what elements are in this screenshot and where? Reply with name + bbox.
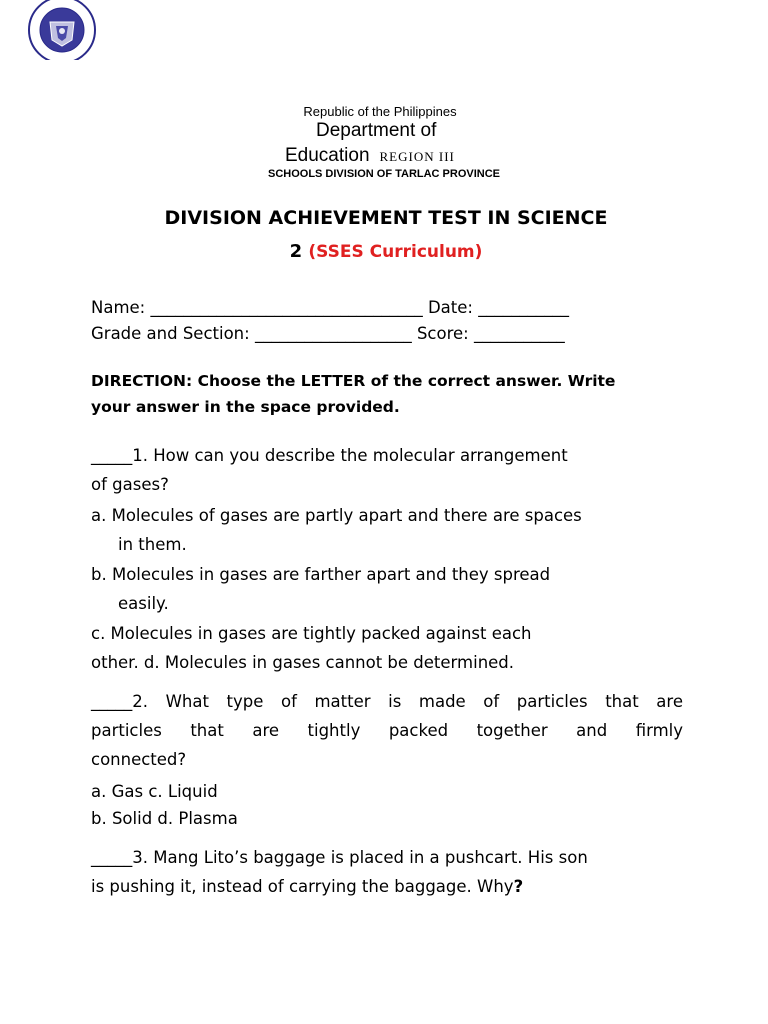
question-1-option-c: c. Molecules in gases are tightly packed against each <box>91 624 532 643</box>
question-3-text: is pushing it, instead of carrying the baggage. Why <box>91 877 514 896</box>
question-3-line-1: _____3. Mang Lito’s baggage is placed in a pushcart. His son <box>91 848 588 867</box>
question-1-option-b-cont: easily. <box>118 594 169 613</box>
department-line-2 <box>285 145 455 167</box>
department-education: Education <box>285 145 370 166</box>
department-line-1: Department of <box>316 120 437 141</box>
curriculum-label: (SSES Curriculum) <box>308 242 483 262</box>
question-1-option-a: a. Molecules of gases are partly apart and there are spaces <box>91 506 582 525</box>
question-2-line-2: particles that are tightly packed together and firmly <box>91 721 683 740</box>
grade-number: 2 <box>289 241 303 262</box>
question-2-option-a-c: a. Gas c. Liquid <box>91 782 218 801</box>
direction-line-2: your answer in the space provided. <box>91 398 400 416</box>
direction-line-1: DIRECTION: Choose the LETTER of the correct answer. Write <box>91 372 616 390</box>
test-title: DIVISION ACHIEVEMENT TEST IN SCIENCE <box>164 207 608 229</box>
republic-line: Republic of the Philippines <box>303 104 457 119</box>
question-1-option-c-d: other. d. Molecules in gases cannot be determined. <box>91 653 515 672</box>
name-date-line: Name: _________________________________ Date: ___________ <box>91 298 569 317</box>
question-2-line-1: _____2. What type of matter is made of particles that are <box>91 692 683 711</box>
test-subtitle <box>0 241 768 262</box>
schools-division: SCHOOLS DIVISION OF TARLAC PROVINCE <box>267 168 501 180</box>
question-1-line-1: _____1. How can you describe the molecular arrangement <box>91 446 568 465</box>
deped-seal-logo <box>26 0 98 60</box>
question-1-line-2: of gases? <box>91 475 169 494</box>
question-2-option-b-d: b. Solid d. Plasma <box>91 809 238 828</box>
region-label: REGION III <box>379 149 455 164</box>
question-3-mark: ? <box>513 877 524 896</box>
question-1-option-b: b. Molecules in gases are farther apart and they spread <box>91 565 551 584</box>
question-2-line-3: connected? <box>91 750 187 769</box>
question-1-option-a-cont: in them. <box>118 535 187 554</box>
grade-score-line: Grade and Section: ___________________ Score: ___________ <box>91 324 565 343</box>
question-3-line-2 <box>91 877 523 896</box>
